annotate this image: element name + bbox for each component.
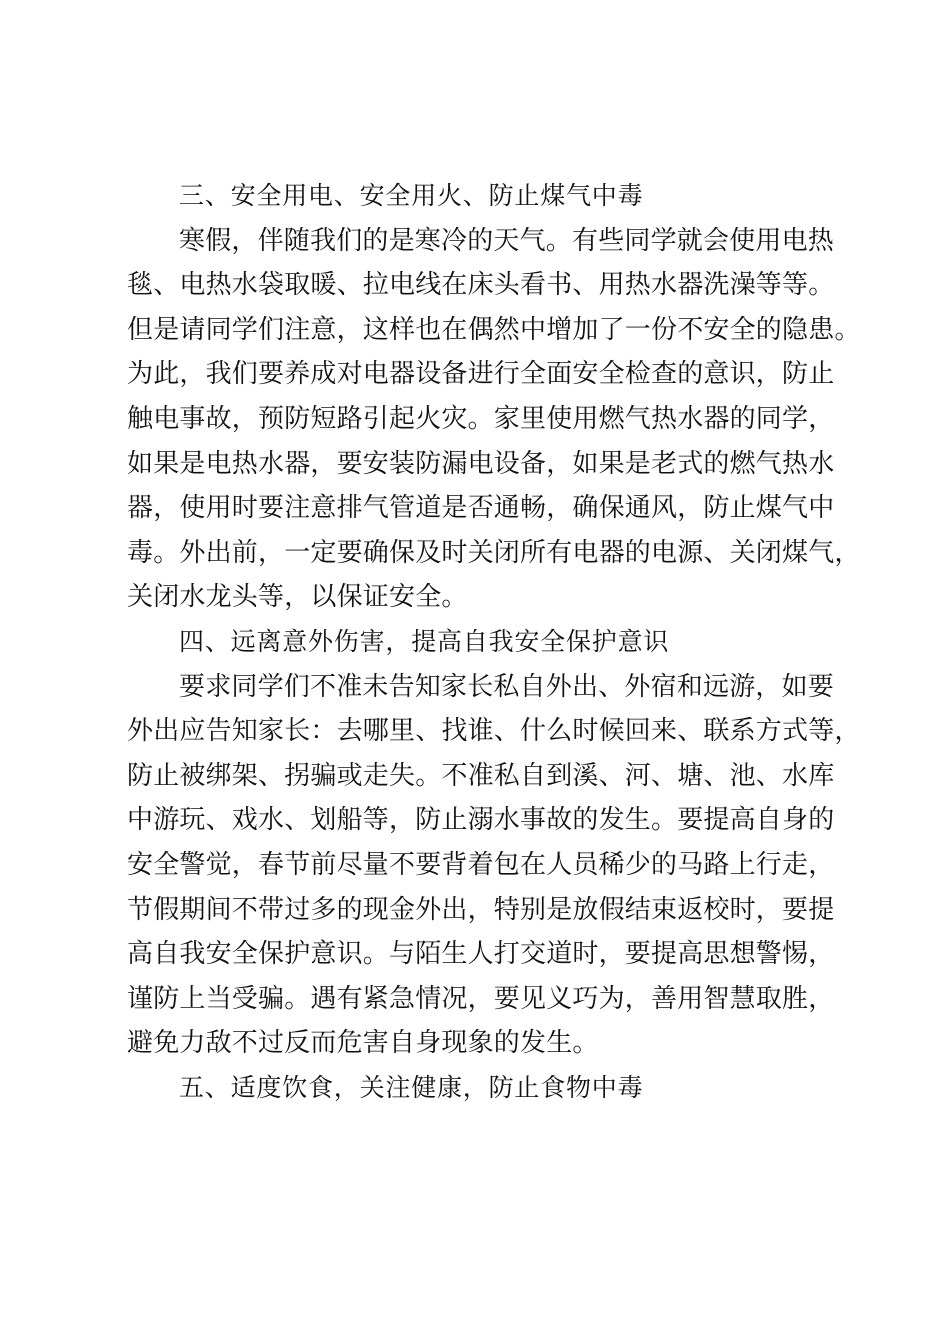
section-4-heading: 四、远离意外伤害，提高自我安全保护意识	[179, 626, 670, 656]
section-4-line: 节假期间不带过多的现金外出，特别是放假结束返校时，要提	[127, 894, 835, 925]
section-4-line: 中游玩、戏水、划船等，防止溺水事故的发生。要提高自身的	[127, 805, 835, 836]
section-3-line: 器，使用时要注意排气管道是否通畅，确保通风，防止煤气中	[127, 493, 835, 524]
section-3-line: 关闭水龙头等，以保证安全。	[127, 582, 468, 613]
section-4-line: 谨防上当受骗。遇有紧急情况，要见义巧为，善用智慧取胜，	[127, 983, 835, 1014]
section-4-line: 要求同学们不准未告知家长私自外出、外宿和远游，如要	[179, 671, 835, 702]
section-3-line: 但是请同学们注意，这样也在偶然中增加了一份不安全的隐患。	[127, 314, 861, 345]
section-3-line: 为此，我们要养成对电器设备进行全面安全检查的意识，防止	[127, 359, 835, 390]
section-3-line: 寒假，伴随我们的是寒冷的天气。有些同学就会使用电热	[179, 225, 835, 256]
section-3-heading: 三、安全用电、安全用火、防止煤气中毒	[179, 181, 644, 210]
section-4-line: 安全警觉，春节前尽量不要背着包在人员稀少的马路上行走，	[127, 849, 835, 880]
section-3-line: 如果是电热水器，要安装防漏电设备，如果是老式的燃气热水	[127, 448, 835, 479]
section-3-line: 触电事故，预防短路引起火灾。家里使用燃气热水器的同学，	[127, 403, 835, 434]
section-4-line: 防止被绑架、拐骗或走失。不准私自到溪、河、塘、池、水库	[127, 760, 835, 791]
section-3-line: 毒。外出前，一定要确保及时关闭所有电器的电源、关闭煤气，	[127, 537, 861, 568]
section-4-line: 高自我安全保护意识。与陌生人打交道时，要提高思想警惕，	[127, 939, 835, 970]
section-5-heading: 五、适度饮食，关注健康，防止食物中毒	[179, 1072, 644, 1102]
section-4-line: 避免力敌不过反而危害自身现象的发生。	[127, 1028, 599, 1059]
section-3-line: 毯、电热水袋取暖、拉电线在床头看书、用热水器洗澡等等。	[127, 270, 835, 301]
section-4-line: 外出应告知家长：去哪里、找谁、什么时候回来、联系方式等，	[127, 716, 861, 747]
document-body	[127, 174, 861, 1110]
